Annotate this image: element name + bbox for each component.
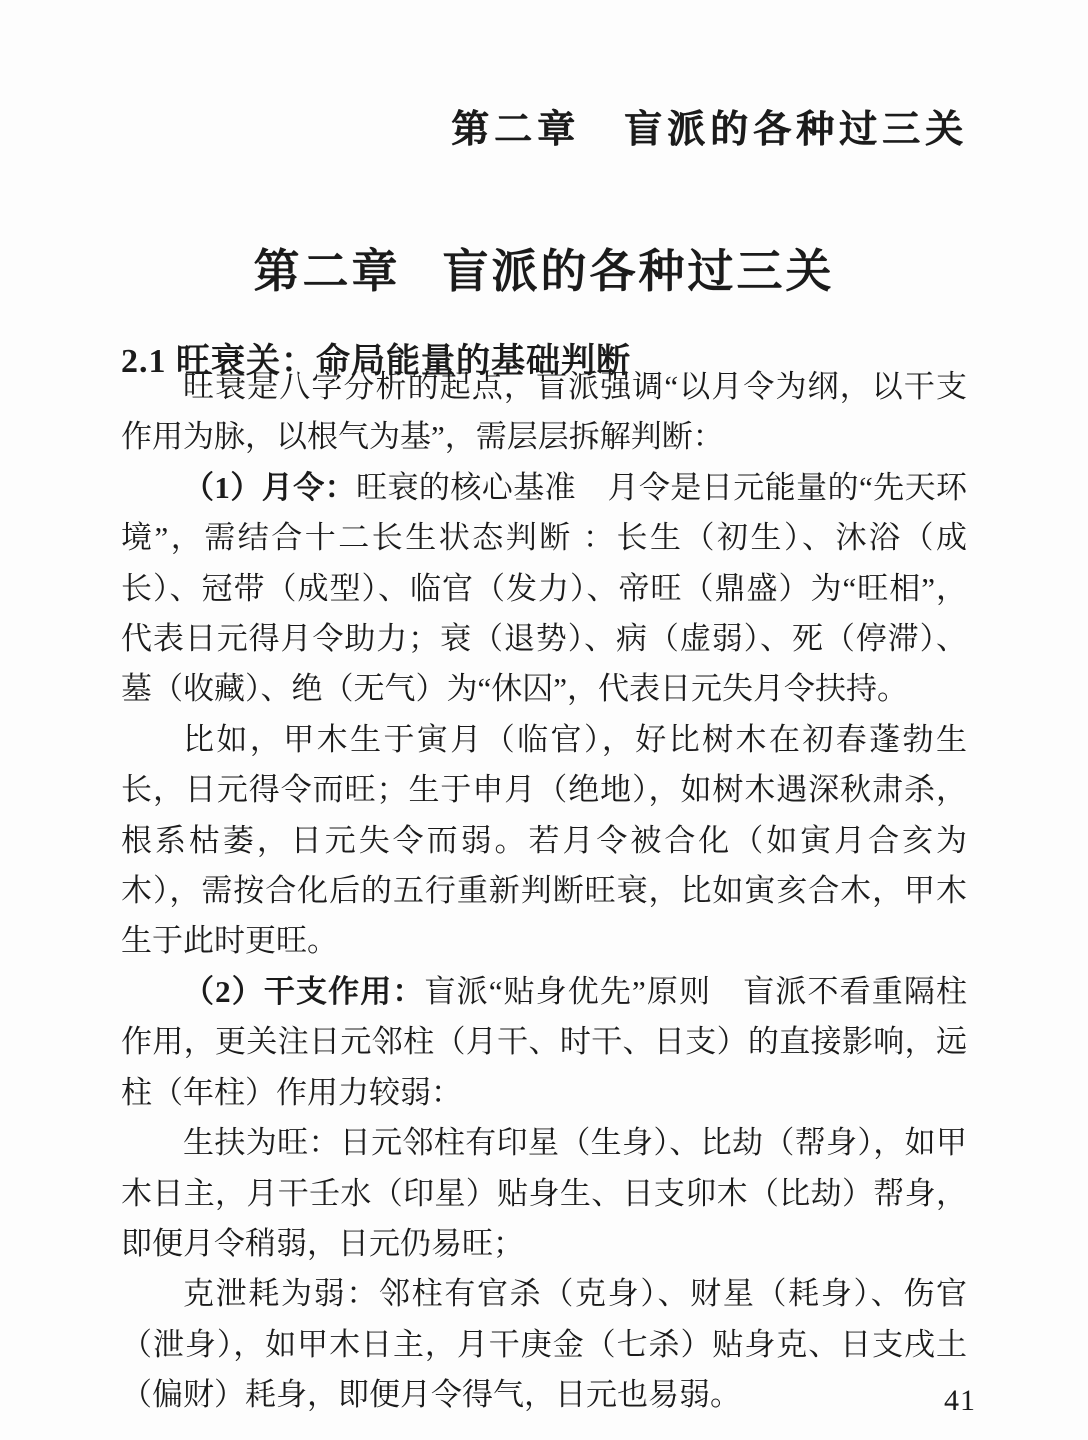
paragraph-text: 旺衰的核心基准 月令是日元能量的“先天环境”，需结合十二长生状态判断 ：长生（初生）、沐浴（成长）、冠带（成型）、临官（发力）、帝旺（鼎盛）为“旺相”，代表日元得月令助力；衰（退势）、病（虚弱）、死（停滞）、墓（收藏）、绝（无气）为“休囚”，代表日元失月令扶持。 [121, 469, 968, 707]
page-number: 41 [944, 1384, 976, 1417]
chapter-title [0, 235, 1088, 301]
paragraph [121, 1118, 967, 1269]
chapter-title-text: 盲派的各种过三关 [442, 245, 835, 297]
paragraph [121, 967, 967, 1118]
paragraph-text: 克泄耗为弱：邻柱有官杀（克身）、财星（耗身）、伤官（泄身），如甲木日主，月干庚金（七杀）贴身克、日支戌土（偏财）耗身，即便月令得气，日元也易弱。 [121, 1276, 967, 1413]
paragraph-text: 生扶为旺：日元邻柱有印星（生身）、比劫（帮身），如甲木日主，月干壬水（印星）贴身生、日支卯木（比劫）帮身，即便月令稍弱，日元仍易旺； [121, 1125, 967, 1261]
paragraph [121, 362, 967, 463]
paragraph-text: 比如，甲木生于寅月（临官），好比树木在初春蓬勃生长，日元得令而旺；生于申月（绝地），如树木遇深秋肃杀，根系枯萎，日元失令而弱。若月令被合化（如寅月合亥为木），需按合化后的五行重新判断旺衰，比如寅亥合木，甲木生于此时更旺。 [121, 721, 967, 959]
paragraph-lead: （2）干支作用： [183, 973, 425, 1009]
paragraph [121, 1269, 967, 1420]
running-header-title: 盲派的各种过三关 [623, 109, 968, 151]
chapter-title-number: 第二章 [253, 245, 401, 297]
paragraph-lead: （1）月令： [183, 469, 357, 505]
paragraph [121, 463, 967, 715]
running-header [451, 98, 968, 153]
body-text [121, 362, 967, 1421]
paragraph [121, 715, 967, 967]
running-header-chapter: 第二章 [450, 109, 580, 151]
paragraph-text: 盲派“贴身优先”原则 盲派不看重隔柱作用，更关注日元邻柱（月干、时干、日支）的直接影响，远柱（年柱）作用力较弱： [121, 973, 967, 1110]
paragraph-text: 旺衰是八字分析的起点，盲派强调“以月令为纲，以干支作用为脉，以根气为基”，需层层拆解判断： [121, 369, 967, 455]
section-heading: 2.1 旺衰关：命局能量的基础判断 [121, 343, 631, 381]
